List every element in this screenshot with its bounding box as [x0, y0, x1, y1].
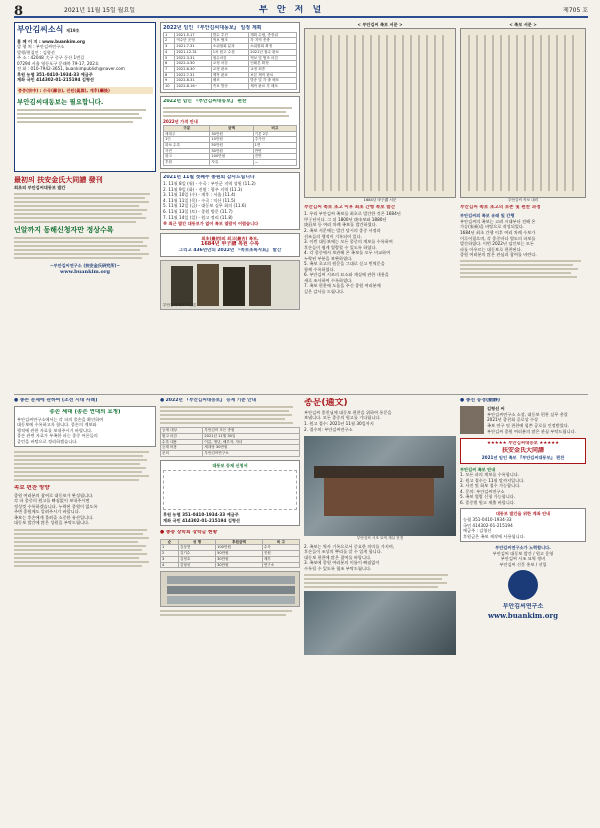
text-line: 1. 우리 부안김씨 족보를 최초로 발간한 것은 1684년 — [304, 211, 401, 217]
table-cell: 2 — [161, 551, 179, 557]
issue-number: 제705 호 — [563, 7, 588, 14]
text-line: 7. 족보 편찬에 도움을 주신 종원 여러분께 — [304, 283, 381, 289]
table-cell: 50만원 — [216, 551, 263, 557]
text-line: 5. 족보 초고의 원문을 그대로 싣고 번역문을 — [304, 261, 385, 267]
table-cell: 화보 수록 — [164, 143, 210, 149]
table-cell: 순 — [161, 539, 179, 545]
table-cell: 7 — [164, 67, 175, 73]
section-eldest-son — [14, 398, 156, 818]
account-box — [460, 508, 586, 542]
compilation-title: 2022년 임인 『부안김씨대동보』 편찬 — [163, 98, 247, 104]
page-number: 8 — [14, 4, 24, 18]
section-registration — [160, 398, 300, 818]
table-cell: 1차 원고 수집 — [211, 49, 248, 55]
table-cell: 자유 — [210, 160, 253, 166]
text-line: 예금주 : 김형선 — [463, 528, 492, 534]
history-sub-title: 부안김씨의 족보 유래 및 간행 — [460, 213, 515, 219]
newspaper-name: 부 안 저 널 — [259, 5, 325, 15]
compilation-box — [160, 96, 300, 169]
news-title: ● 종친 동정(動靜) — [460, 398, 501, 403]
table-cell: 계후 — [262, 556, 299, 562]
table-cell: 교정 최종 — [249, 67, 297, 73]
account-title: 대동보 발간을 위한 계좌 안내 — [495, 511, 551, 517]
eldest-son-box — [14, 406, 156, 447]
text-line: 甲子년이다. 그 뒤 1800년 庚申보와 1880년 — [304, 216, 387, 222]
text-line: 1684년 최초 간행 이후 여러 차례 수보가 — [460, 229, 536, 235]
table-cell: 배포 — [211, 78, 248, 84]
text-line: 6. 11월 13일 (토) - 종원 방문 (11.7) — [163, 209, 233, 215]
text-line: 족보는 후손에게 물려줄 소중한 유산입니다. — [14, 514, 94, 520]
masthead-footer — [14, 263, 156, 275]
scholarship-table — [160, 539, 300, 569]
callout-line1: 최초(最初)의 최고(最古) 족보, — [201, 235, 259, 241]
preface-section-title: 부안김씨 족보 초고 이후 최초 간행 족보 발간 — [304, 205, 396, 211]
table-cell: 김정호 — [178, 556, 215, 562]
table-cell: 5 — [164, 55, 175, 61]
eldest-son-title: ● 종손 문제에 관하여 (조선 시대 사례) — [14, 398, 98, 403]
text-line: 종원 여러분의 많은 관심과 참여를 바란다. — [460, 252, 537, 258]
masthead-address: 주 소 : 42048 大구 중구 동산 1번길 — [17, 55, 85, 61]
masthead-publisher: 발 행 처 : 부안김씨연구소 — [17, 44, 65, 50]
preface-image — [304, 28, 456, 198]
scholarship-title: ● 종중 장학회 장학금 현황 — [160, 530, 218, 536]
text-line: 파를 아우르는 대동보로 편찬된다. — [460, 246, 522, 252]
footer-line1: 부안김씨연구소가 노력합니다. — [495, 545, 551, 551]
eldest-son-sub: 종손 세대 (종손 연대의 요청) — [49, 409, 121, 416]
headline-need: 부안김씨대동보는 필요합니다. — [17, 98, 104, 107]
org-logo-icon — [508, 570, 538, 600]
table-cell: 접수마감 — [211, 55, 248, 61]
text-line: 새로 조사하여 수록하였다. — [304, 277, 353, 283]
shrine-photo — [304, 436, 456, 536]
news-text — [487, 412, 586, 434]
masthead-editor: 발행/편집인 : 김형선 — [17, 49, 55, 55]
text-line: 2. 족보 서문에는 발간 당시의 종중 사정과 — [304, 227, 381, 233]
ad-line3: 2021년 임인 족보 『부안김씨대동보』 편찬 — [481, 455, 565, 461]
text-line: 3. 족보에 종원 여러분의 이름이 빠짐없이 — [304, 560, 380, 566]
text-line: 깊은 감사를 드립니다. — [304, 289, 345, 294]
callout-line3: 그리고 436년만의 2022년 『족보초록자료』 발간 — [178, 247, 282, 253]
text-line: 대동보 편찬에 많은 참여를 바랍니다. — [304, 554, 372, 560]
masthead-address2: 07294 서울 영등포구 문래북 79-17, 202호 — [17, 60, 99, 66]
table-cell: 6 — [164, 61, 175, 67]
table-cell: 추가인 — [253, 137, 296, 143]
table-cell: 후원금액 — [216, 539, 263, 545]
circular-text — [304, 410, 456, 432]
table-cell: 100만원 — [216, 545, 263, 551]
books-stack-image — [160, 571, 300, 607]
table-cell: 2021.7.31 — [175, 44, 211, 50]
table-cell: 소위원회 분과 — [211, 44, 248, 50]
table-cell: — — [253, 160, 296, 166]
table-cell: 수곡 — [262, 545, 299, 551]
registration-form — [160, 460, 300, 527]
table-cell: 2022.6.30 — [175, 67, 211, 73]
text-line: 농협 351-0410-1934-33 — [463, 516, 512, 522]
compilation-direction-title: 족보 편찬 방향 — [14, 485, 50, 492]
history-caption: < 족보 서문 > — [509, 22, 537, 27]
table-cell: 성 명 — [178, 539, 215, 545]
table-row — [161, 451, 300, 457]
text-line: 족보 연구 및 편찬에 힘쓴 공로를 인정받았다. — [487, 422, 570, 428]
registration-form-fields[interactable] — [163, 470, 297, 510]
text-line: 종손 관련 자료가 부족한 파는 종중 어른들의 — [17, 433, 98, 439]
column-masthead — [14, 22, 156, 390]
table-cell: 각 지역 종중 — [249, 38, 297, 44]
clan-banner: 종중(宗中) : 수곡(壽谷), 진원(眞源), 계후(繼後) — [17, 87, 153, 95]
registration-table — [160, 427, 300, 457]
table-cell: 세대주 — [164, 131, 210, 137]
text-line: 각 파 종중의 원고를 빠짐없이 보내주시면 — [14, 498, 90, 504]
table-cell: 수록 내용 — [161, 439, 203, 445]
text-line: 수록될 수 있도록 협조 부탁드립니다. — [304, 565, 372, 571]
preface-photo-caption: 1684년 甲子譜 서문 — [363, 197, 397, 202]
table-cell: 부안김씨 모든 종원 — [203, 428, 300, 434]
genealogy-book-photo — [304, 591, 456, 655]
genealogy-ad — [460, 438, 586, 463]
eldest-son-text — [17, 417, 153, 445]
text-line: 3. 이번 대동보에는 모든 종중의 계보를 수록하여 — [304, 239, 393, 245]
schedule-box — [160, 22, 300, 93]
masthead-account: 후원 농협 351-0410-1934-33 예금주 — [17, 71, 93, 77]
table-cell: 1 — [161, 545, 179, 551]
text-line: 누락된 부분을 보완하였다. — [304, 255, 353, 261]
table-cell: 이름, 생년, 배우자, 자녀 — [203, 439, 300, 445]
text-line: 7. 11월 14일 (일) - 원고 정리 (11.8) — [163, 214, 233, 220]
footer-line4: 부안김씨 신문 홍보 / 선입 — [499, 561, 547, 567]
text-line: 선조들의 행적이 기록되어 있다. — [304, 233, 362, 239]
footer-org-title: ~부안김씨연구소 (扶安金氏研究所)~ — [50, 263, 120, 269]
registration-title: ● 2022년 『부안김씨대동보』 등재 기준 안내 — [160, 398, 257, 403]
text-line: 5. 족보 열람 신청 가능합니다. — [460, 494, 516, 500]
meeting-title: 2021년 11월 첫째주 종원회 감사드립니다 — [163, 174, 255, 180]
table-cell: 8 — [164, 72, 175, 78]
table-cell: 2021년 11월 30일 — [203, 433, 300, 439]
table-cell: 2022.3.31 — [175, 55, 211, 61]
table-cell: 등재 대상 — [161, 428, 203, 434]
table-cell: 2022.8.16~ — [175, 84, 211, 90]
news-name: 김형선 씨 — [487, 406, 505, 412]
table-row — [164, 160, 297, 166]
compilation-direction-text — [14, 493, 156, 526]
text-line: 4. 각 종중에서 보관해 온 족보를 모두 비교하여 — [304, 250, 391, 256]
table-cell: 2022.7.31 — [175, 72, 211, 78]
table-cell: 기본 2부 — [253, 131, 296, 137]
text-line: 함께 수록하였다. — [304, 266, 335, 272]
masthead-homepage: 홈 페 이 지 : www.buankim.org — [17, 38, 85, 44]
table-cell: 족보 발송 — [211, 84, 248, 90]
table-cell: 2022.4.30 — [175, 61, 211, 67]
table-cell: 김기수 — [178, 551, 215, 557]
table-cell: 문의 — [161, 451, 203, 457]
preface-text-columns — [305, 29, 455, 197]
footer-promo — [460, 545, 586, 620]
table-cell: 연구소 — [262, 562, 299, 568]
section-circular — [304, 398, 456, 818]
circular-text2 — [304, 544, 456, 572]
table-cell: 9 — [164, 78, 175, 84]
headline-first-publication: 最初의 扶安金氏大同譜 發刊 — [14, 176, 103, 184]
table-cell: 제작 완료 — [211, 72, 248, 78]
table-cell: 50만원 — [210, 143, 253, 149]
text-line: 정성껏 수록하겠습니다. 누락된 종원이 없도록 — [14, 503, 98, 509]
text-line: 1. 원고 접수: 2021년 11월 30일까지 — [304, 420, 374, 426]
table-cell: 30만원 — [210, 131, 253, 137]
footer-line3: 부안김씨 시조 묘역 정비 — [500, 556, 546, 562]
table-cell: 제작 완료 후 배포 — [249, 84, 297, 90]
table-cell: 30만원 — [216, 556, 263, 562]
price-title: 2022년 가격 안내 — [163, 119, 198, 125]
text-line: 종원 여러분의 참여로 대동보가 완성됩니다. — [14, 492, 94, 498]
text-line: 부안김씨연구소 소장, 대동보 편찬 실무 총괄 — [487, 411, 568, 417]
history-image — [460, 28, 586, 198]
text-line: 후손들이 조상의 뿌리를 알 수 있게 합니다. — [304, 549, 383, 555]
books-caption: 부안김씨 족보 초간본 — [163, 303, 197, 307]
table-cell: 원고 마감 — [161, 433, 203, 439]
text-line: 1. 11월 8일 (월) - 수곡 : 부안군 지역 성원 (11.2) — [163, 181, 256, 187]
table-cell: 사진 — [164, 148, 210, 154]
text-line: 4. 문의: 부안김씨연구소 — [460, 488, 505, 494]
text-line: 이루어졌으며, 각 종중마다 별도의 파보를 — [460, 235, 536, 241]
footer-url-large[interactable]: www.buankim.org — [487, 611, 559, 621]
table-cell: 2 — [164, 38, 175, 44]
table-cell: 2021.5.17 — [175, 32, 211, 38]
table-cell: 10만원 — [210, 137, 253, 143]
masthead-phone: 전 화 : 010-7942-3651, buankimpublish@naver.com — [17, 66, 125, 72]
page-header — [14, 4, 588, 18]
shrine-caption: 부안김씨 시조 묘역 재실 전경 — [356, 536, 404, 541]
masthead-account2: 계좌 국민 414302-01-215194 김형선 — [17, 77, 94, 83]
footer-line2: 부안김씨 대동보 발간 / 원고 운영 — [492, 550, 554, 556]
table-cell: 비고 — [253, 125, 296, 131]
callout-box — [160, 233, 300, 257]
text-line: 대동보에 수록하고자 합니다. 종손의 계보와 — [17, 422, 97, 428]
preface-text — [304, 211, 456, 294]
table-cell: 교정 완료 — [211, 67, 248, 73]
text-line: 대동보 발간에 많은 성원을 부탁드립니다. — [14, 520, 90, 526]
preface-caption: < 부안김씨 족보 서문 > — [357, 22, 403, 27]
schedule-title: 2022년 임인 『부안김씨대동보』 일정 계획 — [163, 25, 262, 31]
text-line: 후원금은 족보 제작에 사용됩니다. — [463, 533, 525, 539]
text-line: 2. 접수처: 부안김씨연구소 — [304, 426, 353, 432]
history-text-columns — [461, 29, 585, 197]
text-line: 부안김씨 종원 여러분의 많은 관심 부탁드립니다. — [487, 428, 576, 434]
callout-line2: 1684년 甲子譜 복원 수록 — [200, 241, 260, 248]
table-row — [164, 125, 297, 131]
table-cell: 3 — [161, 556, 179, 562]
registration-account: 후원 농협 351-0410-1934-33 예금주 — [163, 512, 239, 518]
text-line: 5. 11월 12일 (금) - 대동보 실무 회의 (11.6) — [163, 203, 247, 209]
table-cell: 3 — [164, 44, 175, 50]
table-cell: 4 — [164, 49, 175, 55]
text-line: 6. 부안김씨 시조의 묘소와 재실에 관한 내용을 — [304, 272, 389, 278]
table-cell: 진원 — [262, 551, 299, 557]
history-text — [460, 219, 586, 258]
table-cell: 발송 및 각 출 배포 — [249, 78, 297, 84]
notice-title: 부안김씨 족보 안내 — [460, 466, 496, 472]
registration-form-title: 대동보 등재 신청서 — [212, 462, 248, 468]
table-cell: 계획 수립, 종중위 — [249, 32, 297, 38]
masthead-title: 부안김씨소식 제19호 — [17, 25, 80, 34]
text-line: 행적에 관한 자료를 보내주시기 바랍니다. — [17, 427, 93, 433]
table-cell: 세대당 30만원 — [203, 445, 300, 451]
genealogy-books-image — [160, 260, 300, 310]
table-cell: 김형선 — [178, 562, 215, 568]
table-cell: 역수단 운영 — [175, 38, 211, 44]
text-line: 2. 원고 접수는 11월 말까지입니다. — [460, 477, 525, 483]
meeting-box — [160, 172, 300, 230]
table-cell: 김상현 — [178, 545, 215, 551]
text-line: 1. 모든 파의 계보를 수록합니다. — [460, 472, 520, 478]
meeting-notice: ※ 최근 발간 대동보가 없어 족보 열람이 어렵습니다 — [163, 221, 259, 227]
ad-line2: 扶安金氏大同譜 — [501, 447, 544, 455]
issue-date: 2021년 11월 15일 월요일 — [64, 7, 136, 14]
avatar — [460, 406, 484, 434]
text-line: 6. 종중별 원고 제출 바랍니다. — [460, 499, 516, 505]
footer-url[interactable]: www.buankim.org — [59, 268, 111, 275]
table-row — [161, 562, 300, 568]
table-cell: 역보 협조 — [211, 38, 248, 44]
table-cell: 100만원 — [210, 154, 253, 160]
table-cell: 반면 — [253, 148, 296, 154]
account-list — [463, 517, 583, 539]
table-cell: 2021.12.31 — [175, 49, 211, 55]
table-cell: 10 — [164, 84, 175, 90]
text-line: 2. 11월 9일 (화) - 진원 : 광주 지역 (11.3) — [163, 186, 243, 192]
history-photo-caption: 부안김씨 족보 내력 — [507, 197, 539, 202]
table-cell: 전면 — [253, 154, 296, 160]
table-cell: 2022.8.31 — [175, 78, 211, 84]
table-cell: 소위원회 확정 — [249, 44, 297, 50]
table-cell: 역보 및 협조 마감 — [249, 55, 297, 61]
text-line: 발간하였다. 이번 2022년 임인보는 모든 — [460, 241, 534, 247]
table-cell: 광고 — [164, 154, 210, 160]
table-cell: 2021년 접수 완료 — [249, 49, 297, 55]
table-cell: 보본 제작 완료 — [249, 72, 297, 78]
price-table — [163, 125, 297, 166]
history-section-title: 부안김씨 족보 초고의 보존 및 편찬 과정 — [460, 205, 541, 211]
text-line: 증언을 바탕으로 정리하겠습니다. — [17, 438, 78, 444]
table-cell: 비 고 — [262, 539, 299, 545]
table-row — [164, 49, 297, 55]
table-cell: 1 — [164, 32, 175, 38]
table-cell: 등재 비용 — [161, 445, 203, 451]
circular-title: 종문(通文) — [304, 398, 348, 408]
text-line: 3. 사진 및 화보 접수 가능합니다. — [460, 483, 521, 489]
headline-registration: 넌알까지 동해신청자만 정상수록 — [14, 225, 114, 234]
table-cell: 구분 — [164, 125, 210, 131]
text-line: 가승(家乘)을 바탕으로 작성되었다. — [460, 224, 525, 230]
table-cell: 부안김씨연구소 — [203, 451, 300, 457]
text-line: 부안김씨 종친님께 대동보 편찬을 위하여 통문을 — [304, 409, 392, 415]
masthead-box — [14, 22, 156, 172]
text-line: 4. 11월 11일 (목) - 수곡 : 익산 (11.5) — [163, 197, 236, 203]
section-divider — [14, 394, 588, 395]
text-line: 2021년 종친회 공로상 수상 — [487, 417, 539, 423]
table-cell: 30만원 — [216, 562, 263, 568]
column-genealogy-preface — [304, 22, 456, 390]
text-line: 국민 414302-01-215194 — [463, 522, 513, 528]
registration-account2: 계좌 국민 414302-01-215194 김형선 — [163, 517, 240, 523]
table-cell: 1인 — [164, 137, 210, 143]
table-row — [164, 84, 297, 90]
table-cell: 1면 — [253, 143, 296, 149]
text-line: 후손들이 쉽게 열람할 수 있도록 하였다. — [304, 244, 377, 250]
section-news — [460, 398, 586, 818]
text-line: 庚辰보 등 여러 차례 족보를 발간하였다. — [304, 222, 377, 228]
text-line: 주변 종원께도 알려주시기 바랍니다. — [14, 509, 81, 515]
schedule-table — [163, 32, 297, 90]
table-cell: 인쇄본 확정 — [249, 61, 297, 67]
headline-first-sub: 최초의 부안김씨대동보 발간 — [14, 185, 66, 191]
table-cell: 발수 추진 — [211, 32, 248, 38]
text-line: 2. 족보는 역사 기록으로서 중요한 의미를 가지며, — [304, 543, 395, 549]
table-cell: 30만원 — [210, 148, 253, 154]
footer-org: 부안김씨연구소 — [502, 603, 544, 611]
column-genealogy-history — [460, 22, 586, 390]
text-line: 보냅니다. 모든 종중의 원고를 기다립니다. — [304, 415, 381, 421]
table-cell: 후원 — [164, 160, 210, 166]
text-line: 3. 11월 10일 (수) - 계후 : 서울 (11.4) — [163, 192, 236, 198]
column-schedule — [160, 22, 300, 390]
table-cell: 교정 마감 — [211, 61, 248, 67]
ad-line1: ★★★★★ 부안김씨대동보 ★★★★★ — [486, 441, 560, 447]
text-line: 부안김씨의 족보는 고려 시대부터 전해 온 — [460, 218, 536, 224]
meeting-list — [163, 181, 297, 220]
notice-list — [460, 472, 586, 505]
table-cell: 4 — [161, 562, 179, 568]
table-cell: 금액 — [210, 125, 253, 131]
text-line: 부안김씨연구소에서는 각 파의 종손을 확인하여 — [17, 416, 104, 422]
